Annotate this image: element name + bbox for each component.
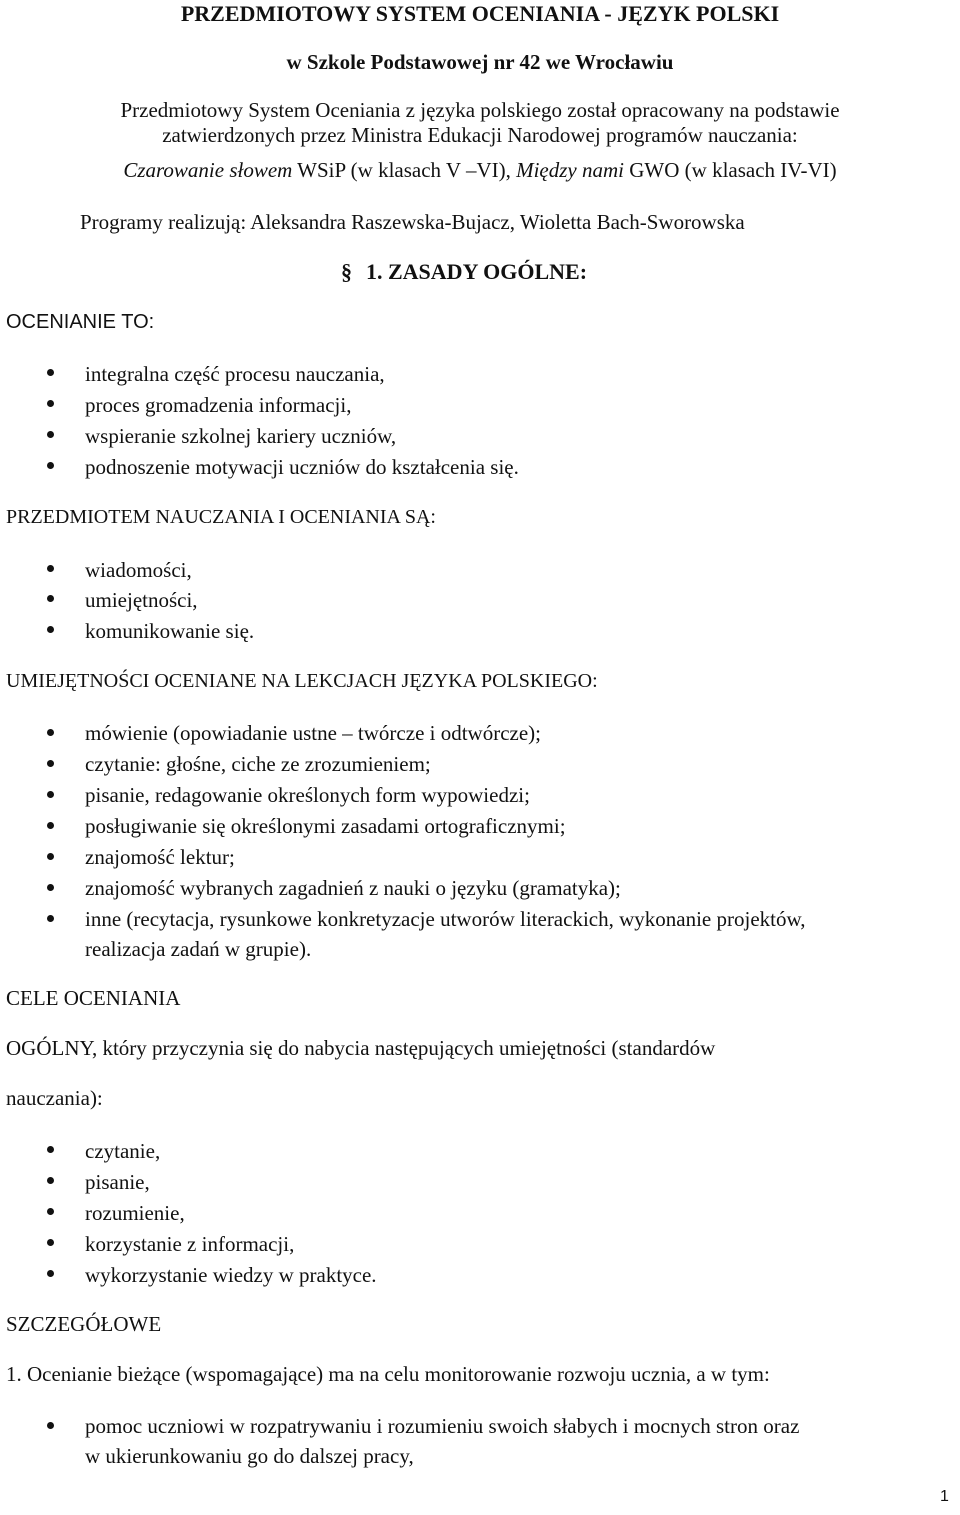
bullet: [47, 1270, 54, 1277]
program-detail-1: WSiP (w klasach V –VI),: [292, 158, 517, 182]
list-item: podnoszenie motywacji uczniów do kształcenia się.: [85, 455, 519, 479]
list-item: mówienie (opowiadanie ustne – twórcze i odtwórcze);: [85, 721, 542, 745]
umiejetnosci-heading: UMIEJĘTNOŚCI OCENIANE NA LEKCJACH JĘZYKA POLSKIEGO:: [6, 670, 598, 692]
list-item: pomoc uczniowi w rozpatrywaniu i rozumieniu swoich słabych i mocnych stron oraz: [85, 1414, 800, 1438]
program-detail-2: GWO (w klasach IV-VI): [624, 158, 837, 182]
section-marker: §: [341, 259, 352, 284]
program-title-2: Między nami: [516, 158, 625, 182]
bullet: [47, 822, 54, 829]
section-title: 1. ZASADY OGÓLNE:: [366, 259, 588, 284]
bullet: [47, 400, 54, 407]
document-subtitle: w Szkole Podstawowej nr 42 we Wrocławiu: [286, 50, 674, 74]
bullet: [47, 462, 54, 469]
ogolny-line-2: nauczania):: [6, 1086, 103, 1110]
bullet: [47, 565, 54, 572]
cele-heading: CELE OCENIANIA: [6, 986, 181, 1010]
bullet: [47, 884, 54, 891]
intro-line-1: Przedmiotowy System Oceniania z języka polskiego został opracowany na podstawie: [120, 98, 840, 122]
list-item: rozumienie,: [85, 1201, 185, 1225]
bullet: [47, 729, 54, 736]
list-item: znajomość lektur;: [85, 845, 235, 869]
list-item: wiadomości,: [85, 558, 192, 582]
ogolny-line-1: OGÓLNY, który przyczynia się do nabycia następujących umiejętności (standardów: [6, 1036, 716, 1060]
bullet: [47, 853, 54, 860]
list-item: inne (recytacja, rysunkowe konkretyzacje utworów literackich, wykonanie projektów,: [85, 907, 806, 931]
intro-line-3: [0, 158, 960, 183]
bullet: [47, 369, 54, 376]
list-item: czytanie: głośne, ciche ze zrozumieniem;: [85, 752, 431, 776]
szczegolowe-point-1: 1. Ocenianie bieżące (wspomagające) ma na celu monitorowanie rozwoju ucznia, a w tym:: [6, 1362, 770, 1386]
bullet: [47, 626, 54, 633]
list-item: komunikowanie się.: [85, 619, 255, 643]
list-item: pisanie,: [85, 1170, 150, 1194]
bullet: [47, 915, 54, 922]
bullet: [47, 760, 54, 767]
list-item: pisanie, redagowanie określonych form wypowiedzi;: [85, 783, 530, 807]
bullet: [47, 1208, 54, 1215]
list-item: czytanie,: [85, 1139, 161, 1163]
intro-line-2: zatwierdzonych przez Ministra Edukacji Narodowej programów nauczania:: [162, 123, 798, 147]
list-item: wykorzystanie wiedzy w praktyce.: [85, 1263, 377, 1287]
program-title-1: Czarowanie słowem: [123, 158, 293, 182]
list-item: integralna część procesu nauczania,: [85, 362, 385, 386]
list-item: korzystanie z informacji,: [85, 1232, 295, 1256]
list-item-continuation: realizacja zadań w grupie).: [85, 937, 312, 961]
bullet: [47, 595, 54, 602]
bullet: [47, 1422, 54, 1429]
list-item: umiejętności,: [85, 588, 198, 612]
document-title: PRZEDMIOTOWY SYSTEM OCENIANIA - JĘZYK POLSKI: [180, 1, 780, 26]
szczegolowe-heading: SZCZEGÓŁOWE: [6, 1312, 162, 1336]
list-item-continuation: w ukierunkowaniu go do dalszej pracy,: [85, 1444, 414, 1468]
programs-authors: Programy realizują: Aleksandra Raszewska-Bujacz, Wioletta Bach-Sworowska: [80, 210, 745, 234]
bullet: [47, 1177, 54, 1184]
list-item: wspieranie szkolnej kariery uczniów,: [85, 424, 397, 448]
list-item: posługiwanie się określonymi zasadami ortograficznymi;: [85, 814, 566, 838]
bullet: [47, 791, 54, 798]
list-item: znajomość wybranych zagadnień z nauki o języku (gramatyka);: [85, 876, 621, 900]
bullet: [47, 1146, 54, 1153]
page-number: 1: [940, 1488, 949, 1505]
list-item: proces gromadzenia informacji,: [85, 393, 352, 417]
bullet: [47, 431, 54, 438]
bullet: [47, 1239, 54, 1246]
ocenianie-heading: OCENIANIE TO:: [6, 311, 155, 333]
przedmiotem-heading: PRZEDMIOTEM NAUCZANIA I OCENIANIA SĄ:: [6, 506, 436, 528]
